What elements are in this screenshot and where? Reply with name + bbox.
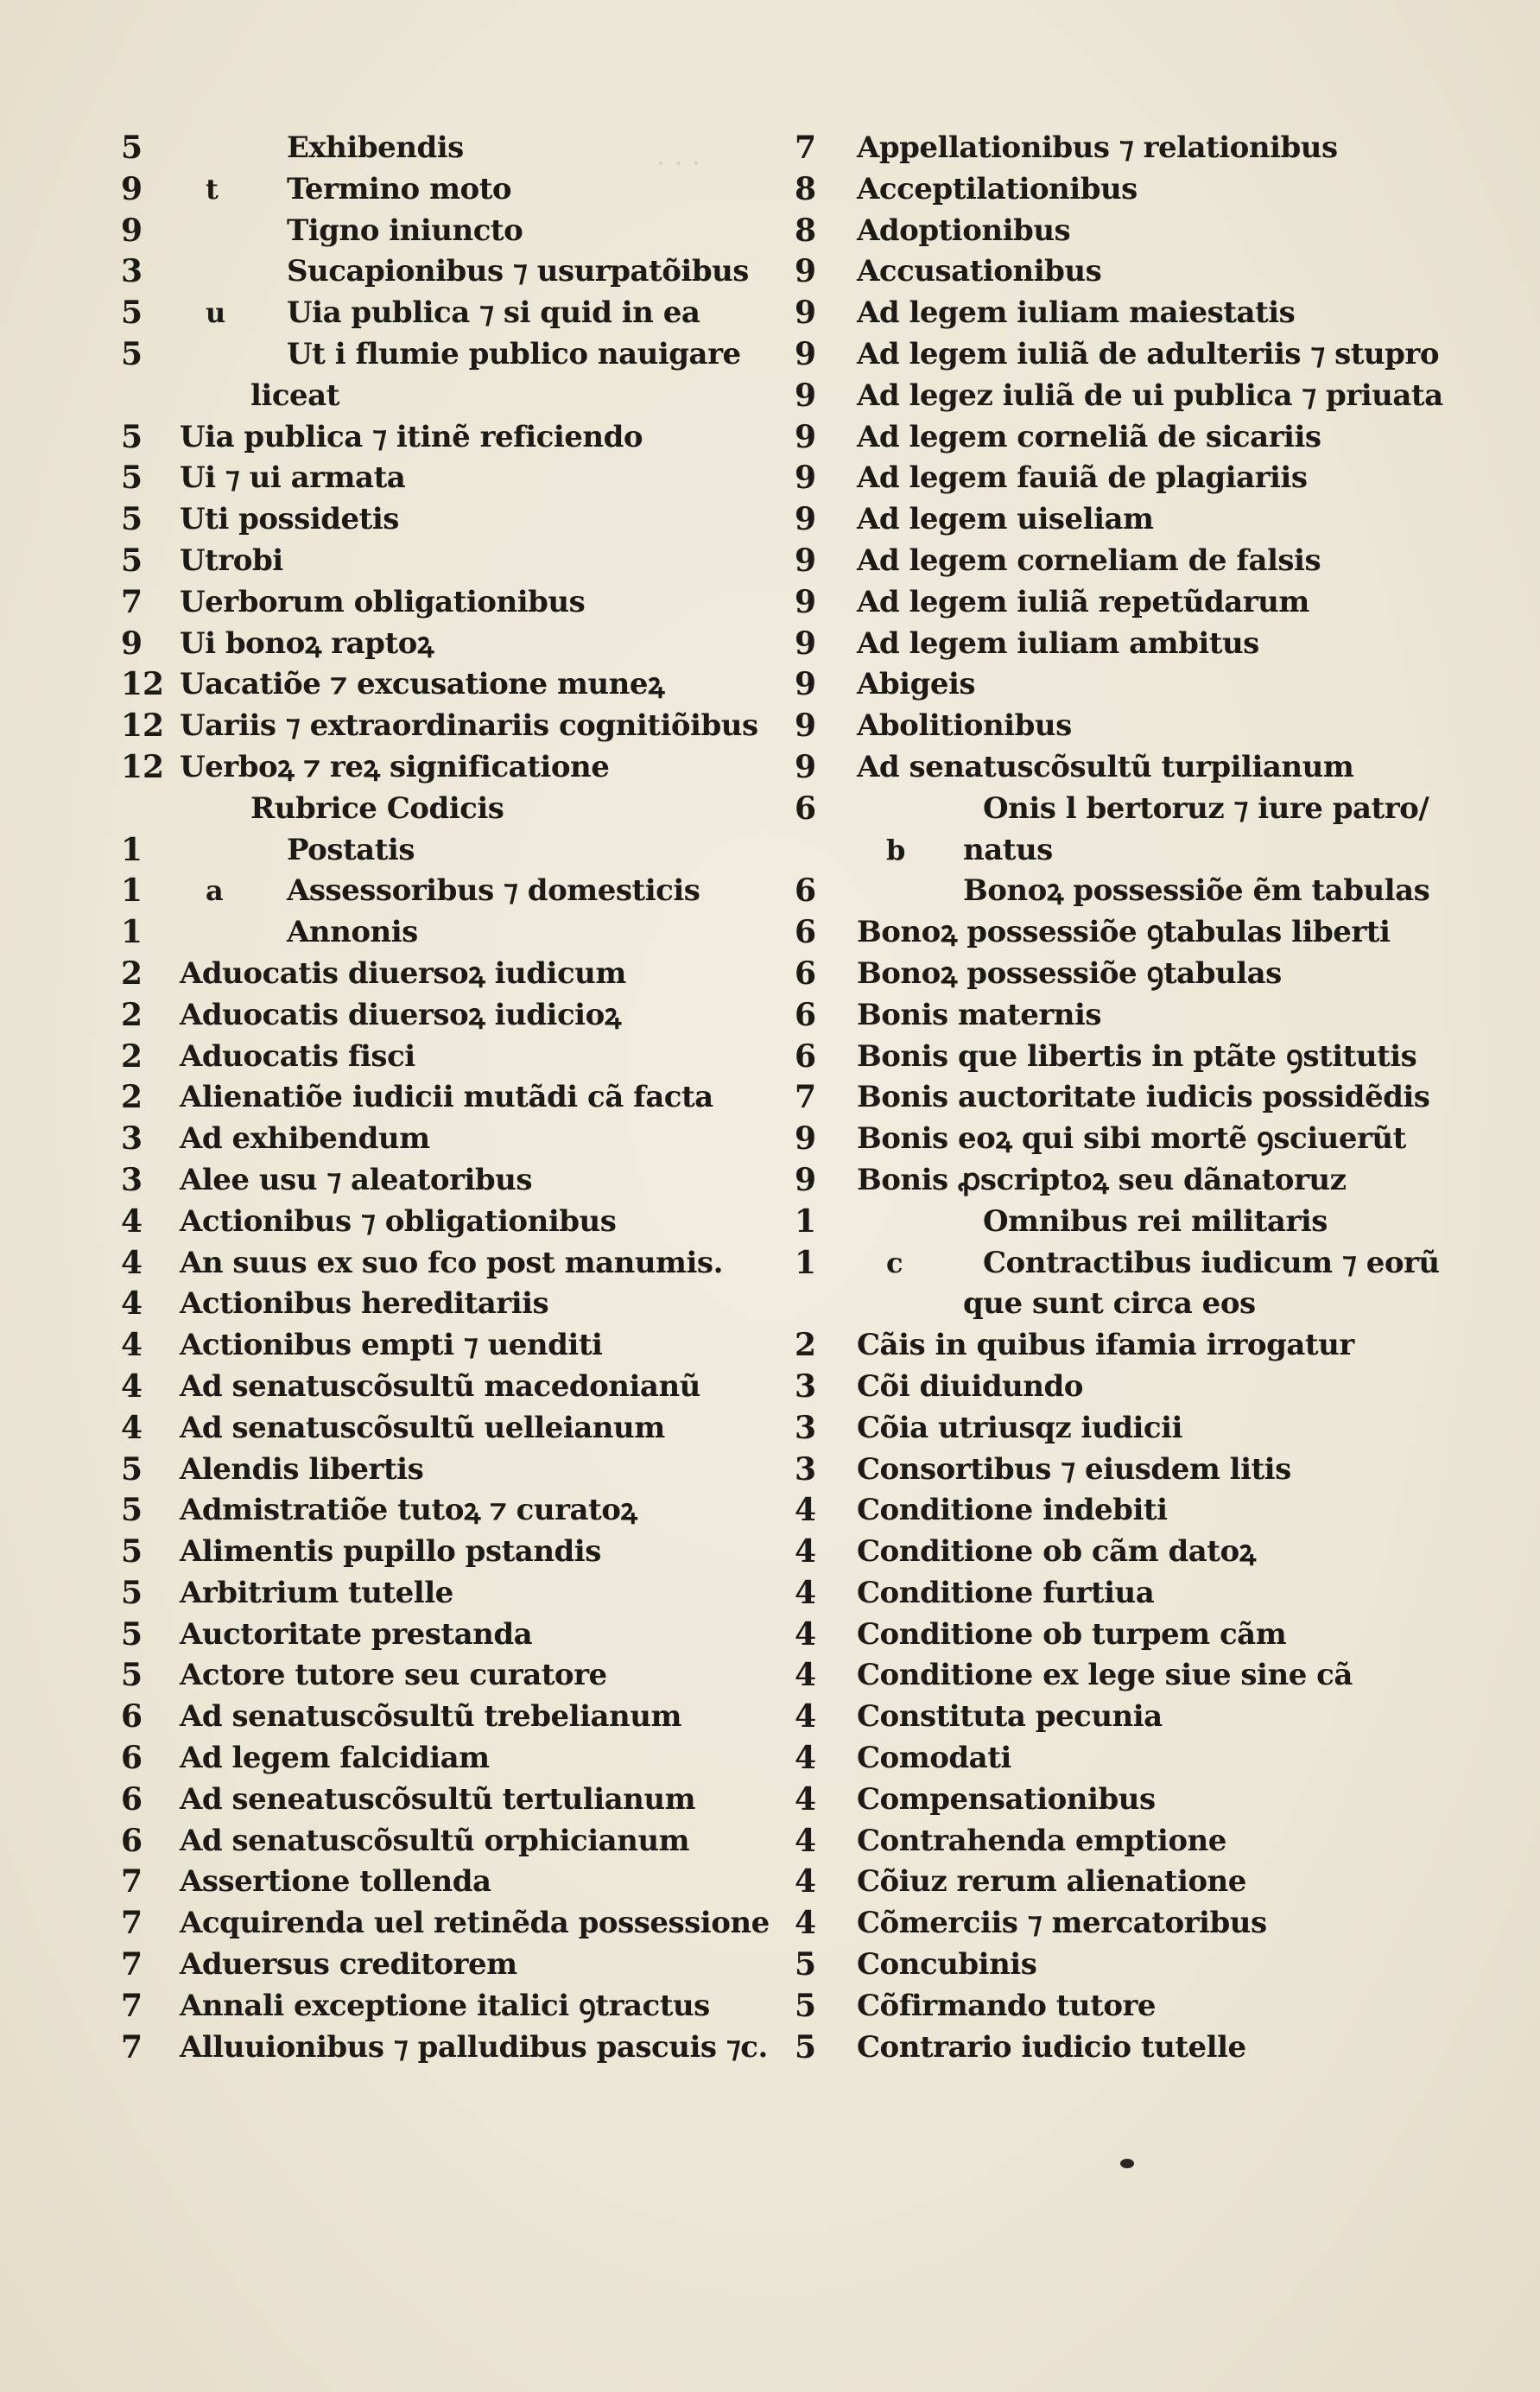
index-entry — [121, 1615, 795, 1656]
rubric-title: Compensationibus — [857, 1781, 1156, 1817]
book-number: 5 — [121, 1492, 143, 1529]
index-entry — [795, 293, 1416, 334]
book-number: 5 — [121, 1657, 143, 1694]
rubric-title: Cõia utriusqz iudicii — [857, 1410, 1182, 1445]
rubric-title: Annonis — [287, 915, 418, 950]
book-number: 7 — [121, 1987, 143, 2024]
index-entry — [795, 1243, 1440, 1285]
book-number: 3 — [121, 253, 143, 290]
book-number: 4 — [795, 1863, 817, 1900]
rubric-title: Ad senatuscõsultũ uelleianum — [180, 1410, 665, 1445]
rubric-title: Consortibus ⁊ eiusdem litis — [857, 1451, 1291, 1487]
rubric-title: Uti possidetis — [180, 502, 399, 537]
rubric-title: An suus ex suo fco post manumis. — [180, 1245, 723, 1280]
book-number: 9 — [795, 253, 817, 290]
rubric-title: Concubinis — [857, 1947, 1037, 1983]
index-entry — [795, 541, 1416, 582]
index-entry — [795, 1284, 1416, 1325]
book-number: 6 — [795, 1037, 817, 1075]
book-number: 9 — [795, 625, 817, 662]
rubric-title: Actionibus hereditariis — [180, 1286, 549, 1322]
index-entry — [121, 1450, 795, 1491]
index-entry — [795, 1697, 1416, 1738]
rubric-title: Uerboꝝ ⁊ reꝝ significatione — [180, 749, 610, 784]
section-letter: a — [206, 874, 224, 908]
book-number: 12 — [121, 707, 165, 745]
index-entry — [795, 1367, 1416, 1408]
index-entry — [121, 706, 795, 747]
book-number: 4 — [795, 1657, 817, 1694]
index-entry — [121, 1903, 795, 1945]
book-number: 5 — [795, 1946, 817, 1983]
book-number: 6 — [121, 1822, 143, 1859]
index-entry — [795, 1945, 1416, 1986]
rubric-title: que sunt circa eos — [963, 1286, 1256, 1322]
index-entry — [121, 582, 795, 624]
rubric-title: Contrahenda emptione — [857, 1823, 1226, 1858]
book-number: 5 — [795, 1987, 817, 2024]
book-number: 4 — [121, 1285, 143, 1323]
index-entry — [121, 541, 795, 582]
book-number: 9 — [795, 501, 817, 538]
rubric-title: Abigeis — [857, 667, 976, 702]
index-entry — [795, 128, 1416, 169]
book-number: 4 — [121, 1327, 143, 1364]
book-number: 5 — [121, 295, 143, 332]
book-number: 6 — [795, 996, 817, 1033]
rubric-title: Conditione furtiua — [857, 1575, 1155, 1610]
book-number: 4 — [121, 1367, 143, 1405]
book-number: 4 — [121, 1202, 143, 1240]
index-entry — [795, 912, 1416, 954]
rubric-title: Alee usu ⁊ aleatoribus — [180, 1162, 533, 1197]
index-entry — [121, 995, 795, 1037]
rubric-title: Acquirenda uel retinẽda possessione — [180, 1906, 770, 1941]
index-entry — [121, 1077, 795, 1119]
book-number: 1 — [121, 872, 143, 910]
book-number: 5 — [121, 335, 143, 372]
rubric-title: Ad exhibendum — [180, 1121, 430, 1157]
rubric-title: Abolitionibus — [857, 708, 1072, 744]
rubric-title: Postatis — [287, 832, 415, 867]
index-entry — [795, 1655, 1416, 1697]
index-entry — [121, 1202, 795, 1243]
book-number: 6 — [121, 1740, 143, 1777]
index-entry — [121, 1697, 795, 1738]
rubric-title: Ad legem iuliam ambitus — [857, 625, 1259, 661]
index-entry — [121, 871, 795, 912]
index-entry — [795, 1037, 1416, 1078]
index-entry — [121, 1655, 795, 1697]
index-entry — [121, 1367, 795, 1408]
book-number: 7 — [121, 2028, 143, 2065]
rubric-title: Ad senatuscõsultũ macedonianũ — [180, 1368, 700, 1404]
rubric-title: Exhibendis — [287, 130, 464, 165]
index-entry — [795, 1862, 1416, 1903]
index-entry — [121, 830, 795, 872]
book-number: 12 — [121, 666, 165, 703]
rubric-title: Ad senatuscõsultũ orphicianum — [180, 1823, 690, 1858]
rubric-title: Comodati — [857, 1741, 1011, 1776]
index-entry — [121, 747, 795, 789]
index-entry — [795, 334, 1440, 376]
rubric-title: Bonis auctoritate iudicis possidẽdis — [857, 1080, 1430, 1115]
index-entry — [795, 582, 1416, 624]
index-entry — [121, 169, 795, 211]
index-entry — [795, 499, 1416, 541]
index-entry — [121, 1986, 795, 2027]
rubric-title: Aduersus creditorem — [180, 1947, 517, 1983]
show-through-text: · · · — [656, 147, 700, 180]
index-entry — [795, 706, 1416, 747]
rubric-title: Ad legem falcidiam — [180, 1741, 490, 1776]
rubric-title: Ad seneatuscõsultũ tertulianum — [180, 1781, 696, 1817]
rubric-title: Ad legem uiseliam — [857, 502, 1154, 537]
rubric-title: Ad legem iuliam maiestatis — [857, 295, 1296, 331]
rubric-title: Omnibus rei militaris — [983, 1203, 1328, 1239]
rubric-title: Acceptilationibus — [857, 171, 1138, 206]
rubric-title: Constituta pecunia — [857, 1699, 1163, 1735]
book-number: 2 — [795, 1327, 817, 1364]
book-number: 4 — [795, 1822, 817, 1859]
book-number: 1 — [795, 1244, 817, 1281]
index-entry — [121, 128, 795, 169]
rubric-title: Actore tutore seu curatore — [180, 1658, 607, 1693]
rubric-title: Bonoꝝ possessiõe ẽm tabulas — [963, 873, 1430, 909]
index-entry — [795, 1986, 1416, 2027]
index-entry — [795, 871, 1430, 912]
rubric-title: Uerborum obligationibus — [180, 584, 586, 619]
index-entry — [121, 1119, 795, 1160]
index-entry — [121, 499, 795, 541]
index-entry — [121, 664, 795, 706]
index-entry — [795, 1202, 1416, 1243]
rubric-title: Bonis que libertis in ptãte ꝯstitutis — [857, 1038, 1417, 1074]
index-entry — [121, 1490, 795, 1532]
rubric-title: Tigno iniuncto — [287, 213, 523, 248]
rubric-title: Ad legem iuliã repetũdarum — [857, 584, 1309, 619]
book-number: 9 — [121, 625, 143, 662]
book-number: 5 — [121, 1574, 143, 1611]
rubric-title: Cãis in quibus ifamia irrogatur — [857, 1328, 1354, 1363]
index-entry — [795, 1738, 1416, 1780]
book-number: 4 — [795, 1574, 817, 1611]
rubric-title: Uia publica ⁊ si quid in ea — [287, 295, 700, 331]
index-entry — [121, 1532, 795, 1573]
book-number: 7 — [121, 583, 143, 620]
book-number: 9 — [795, 335, 817, 372]
rubric-title: Bonoꝝ possessiõe ꝯtabulas liberti — [857, 915, 1391, 950]
rubric-title: Alimentis pupillo pstandis — [180, 1534, 601, 1570]
book-number: 9 — [121, 170, 143, 207]
book-number: 5 — [121, 1615, 143, 1653]
book-number: 1 — [121, 831, 143, 868]
rubric-title: Adoptionibus — [857, 213, 1071, 248]
index-entry — [795, 995, 1416, 1037]
book-number: 9 — [795, 460, 817, 497]
rubric-title: Alienatiõe iudicii mutãdi cã facta — [180, 1080, 713, 1115]
book-number: 4 — [795, 1698, 817, 1735]
book-number: 3 — [121, 1120, 143, 1158]
book-number: 2 — [121, 955, 143, 992]
book-number: 7 — [795, 1079, 817, 1116]
index-entry — [121, 1862, 795, 1903]
book-number: 6 — [121, 1780, 143, 1818]
index-entry — [795, 2027, 1416, 2069]
book-number: 5 — [121, 1450, 143, 1488]
book-number: 9 — [795, 542, 817, 579]
book-number: 1 — [121, 914, 143, 951]
index-entry — [121, 954, 795, 995]
book-number: 9 — [795, 295, 817, 332]
section-letter: b — [886, 833, 906, 866]
rubric-title: Aduocatis diuersoꝝ iudicum — [180, 955, 626, 991]
rubric-title: Ad senatuscõsultũ turpilianum — [857, 749, 1354, 784]
rubric-title: Aduocatis diuersoꝝ iudicioꝝ — [180, 997, 621, 1032]
rubric-title: Aduocatis fisci — [180, 1038, 415, 1074]
rubric-title: Cõfirmando tutore — [857, 1988, 1157, 2023]
book-number: 8 — [795, 212, 817, 249]
rubric-title: Uacatiõe ⁊ excusatione muneꝝ — [180, 667, 665, 702]
index-entry — [795, 211, 1416, 252]
index-entry — [795, 251, 1416, 293]
rubric-title: Uia publica ⁊ itinẽ reficiendo — [180, 419, 643, 454]
book-number: 9 — [795, 583, 817, 620]
index-entry — [795, 1119, 1416, 1160]
rubric-title: Ad legez iuliã de ui publica ⁊ priuata — [857, 378, 1443, 413]
book-number: 9 — [795, 666, 817, 703]
rubric-title: Sucapionibus ⁊ usurpatõibus — [287, 254, 749, 289]
book-number: 5 — [121, 1533, 143, 1570]
book-number: 4 — [795, 1780, 817, 1818]
book-number: 4 — [121, 1409, 143, 1446]
book-number: 4 — [795, 1492, 817, 1529]
rubric-title: Cõi diuidundo — [857, 1368, 1083, 1404]
index-entry — [121, 1160, 795, 1202]
book-number: 7 — [795, 130, 817, 166]
book-number: 9 — [795, 707, 817, 745]
index-entry — [795, 747, 1416, 789]
index-entry — [121, 1738, 795, 1780]
index-entry — [795, 1450, 1416, 1491]
index-entry — [795, 1532, 1416, 1573]
index-entry — [121, 417, 795, 459]
rubric-title: Ad legem fauiã de plagiariis — [857, 460, 1308, 496]
rubric-title: Onis l bertoruz ⁊ iure patro/ — [983, 790, 1429, 826]
book-number: 9 — [795, 418, 817, 455]
index-entry — [795, 789, 1429, 830]
book-number: 5 — [121, 460, 143, 497]
rubric-title: Ad legem iuliã de adulteriis ⁊ stupro — [857, 336, 1440, 371]
book-number: 6 — [795, 790, 817, 827]
rubric-title: Arbitrium tutelle — [180, 1575, 453, 1610]
rubric-title: Appellationibus ⁊ relationibus — [857, 130, 1338, 165]
index-entry — [795, 1821, 1416, 1862]
rubric-title: Alendis libertis — [180, 1451, 424, 1487]
rubric-title: Utrobi — [180, 542, 283, 578]
rubric-title: Ad legem corneliã de sicariis — [857, 419, 1321, 454]
book-number: 3 — [121, 1161, 143, 1198]
book-number: 5 — [795, 2028, 817, 2065]
book-number: 2 — [121, 1079, 143, 1116]
book-number: 4 — [121, 1244, 143, 1281]
rubric-title: Conditione indebiti — [857, 1493, 1168, 1528]
index-entry — [121, 334, 795, 376]
rubric-title: Contrario iudicio tutelle — [857, 2029, 1246, 2065]
rubric-title: Bonis maternis — [857, 997, 1102, 1032]
index-entry — [795, 458, 1416, 499]
rubric-title: natus — [963, 832, 1053, 867]
rubric-title: Cõmerciis ⁊ mercatoribus — [857, 1906, 1267, 1941]
index-entry — [121, 293, 795, 334]
book-number: 1 — [795, 1202, 817, 1240]
rubric-title: Ad senatuscõsultũ trebelianum — [180, 1699, 681, 1735]
rubric-title: Accusationibus — [857, 254, 1102, 289]
index-entry — [121, 458, 795, 499]
book-number: 6 — [121, 1698, 143, 1735]
rubric-title: Cõiuz rerum alienatione — [857, 1864, 1246, 1900]
index-entry — [795, 376, 1443, 417]
left-column — [121, 128, 795, 2068]
rubric-title: Rubrice Codicis — [250, 790, 504, 826]
book-number: 4 — [795, 1740, 817, 1777]
index-entry — [795, 417, 1416, 459]
section-letter: t — [206, 172, 219, 206]
index-entry — [121, 789, 795, 830]
rubric-title: Contractibus iudicum ⁊ eorũ — [983, 1245, 1440, 1280]
rubric-title: Assessoribus ⁊ domesticis — [287, 873, 700, 909]
book-number: 5 — [121, 418, 143, 455]
index-entry — [795, 1325, 1416, 1367]
index-entry — [795, 830, 1416, 872]
book-number: 12 — [121, 748, 165, 785]
index-entry — [121, 1037, 795, 1078]
book-number: 5 — [121, 501, 143, 538]
book-number: 2 — [121, 996, 143, 1033]
rubric-title: Conditione ob cãm datoꝝ — [857, 1534, 1256, 1570]
index-entry — [121, 376, 795, 417]
index-entry — [121, 211, 795, 252]
rubric-title: Ad legem corneliam de falsis — [857, 542, 1321, 578]
book-number: 9 — [121, 212, 143, 249]
rubric-title: Bonoꝝ possessiõe ꝯtabulas — [857, 955, 1282, 991]
index-entry — [795, 954, 1416, 995]
index-entry — [121, 1284, 795, 1325]
book-number: 9 — [795, 748, 817, 785]
index-entry — [795, 1903, 1416, 1945]
book-number: 8 — [795, 170, 817, 207]
rubric-title: Alluuionibus ⁊ palludibus pascuis ⁊c. — [180, 2029, 768, 2065]
index-entry — [795, 1615, 1416, 1656]
rubric-title: Conditione ob turpem cãm — [857, 1616, 1287, 1652]
book-number: 4 — [795, 1905, 817, 1942]
index-entry — [121, 912, 795, 954]
book-number: 6 — [795, 914, 817, 951]
book-number: 6 — [795, 872, 817, 910]
book-number: 5 — [121, 130, 143, 166]
book-number: 4 — [795, 1533, 817, 1570]
rubric-title: Auctoritate prestanda — [180, 1616, 533, 1652]
rubric-title: Ut i flumie publico nauigare — [287, 336, 741, 371]
index-entry — [795, 1573, 1416, 1615]
book-number: 9 — [795, 1120, 817, 1158]
rubric-title: Actionibus ⁊ obligationibus — [180, 1203, 617, 1239]
rubric-title: Termino moto — [287, 171, 512, 206]
rubric-title: Actionibus empti ⁊ uenditi — [180, 1328, 603, 1363]
ink-dot — [1120, 2159, 1134, 2168]
index-entry — [795, 1160, 1416, 1202]
index-entry — [795, 1780, 1416, 1821]
rubric-title: Annali exceptione italici ꝯtractus — [180, 1988, 710, 2023]
index-entry — [795, 664, 1416, 706]
rubric-title: Ui bonoꝝ raptoꝝ — [180, 625, 434, 661]
book-number: 7 — [121, 1905, 143, 1942]
section-letter: u — [206, 296, 226, 330]
index-entry — [121, 2027, 795, 2069]
book-number: 7 — [121, 1946, 143, 1983]
book-number: 9 — [795, 377, 817, 414]
index-entry — [795, 169, 1416, 211]
right-column — [795, 128, 1443, 2068]
index-entry — [795, 1077, 1430, 1119]
book-number: 2 — [121, 1037, 143, 1075]
book-number: 9 — [795, 1161, 817, 1198]
section-letter: c — [886, 1246, 903, 1279]
book-number: 4 — [795, 1615, 817, 1653]
rubric-title: Ui ⁊ ui armata — [180, 460, 406, 496]
book-number: 3 — [795, 1450, 817, 1488]
index-entry — [121, 1325, 795, 1367]
book-number: 3 — [795, 1409, 817, 1446]
rubric-title: Conditione ex lege siue sine cã — [857, 1658, 1353, 1693]
index-entry — [795, 1408, 1416, 1450]
book-number: 3 — [795, 1367, 817, 1405]
book-number: 5 — [121, 542, 143, 579]
book-number: 7 — [121, 1863, 143, 1900]
rubric-title: Bonis ꝓscriptoꝝ seu dãnatoruz — [857, 1162, 1347, 1197]
index-entry — [121, 251, 795, 293]
rubric-title: Assertione tollenda — [180, 1864, 491, 1900]
rubric-title: Bonis eoꝝ qui sibi mortẽ ꝯsciuerũt — [857, 1121, 1406, 1157]
index-entry — [121, 1821, 795, 1862]
index-entry — [121, 1408, 795, 1450]
index-entry — [121, 1243, 795, 1285]
index-entry — [121, 624, 795, 665]
index-entry — [121, 1780, 795, 1821]
index-entry — [795, 1490, 1416, 1532]
index-entry — [121, 1945, 795, 1986]
rubric-title: Uariis ⁊ extraordinariis cognitiõibus — [180, 708, 758, 744]
rubric-title: liceat — [250, 378, 339, 413]
book-number: 6 — [795, 955, 817, 992]
index-entry — [795, 624, 1416, 665]
rubric-title: Admistratiõe tutoꝝ ⁊ curatoꝝ — [180, 1493, 637, 1528]
index-entry — [121, 1573, 795, 1615]
